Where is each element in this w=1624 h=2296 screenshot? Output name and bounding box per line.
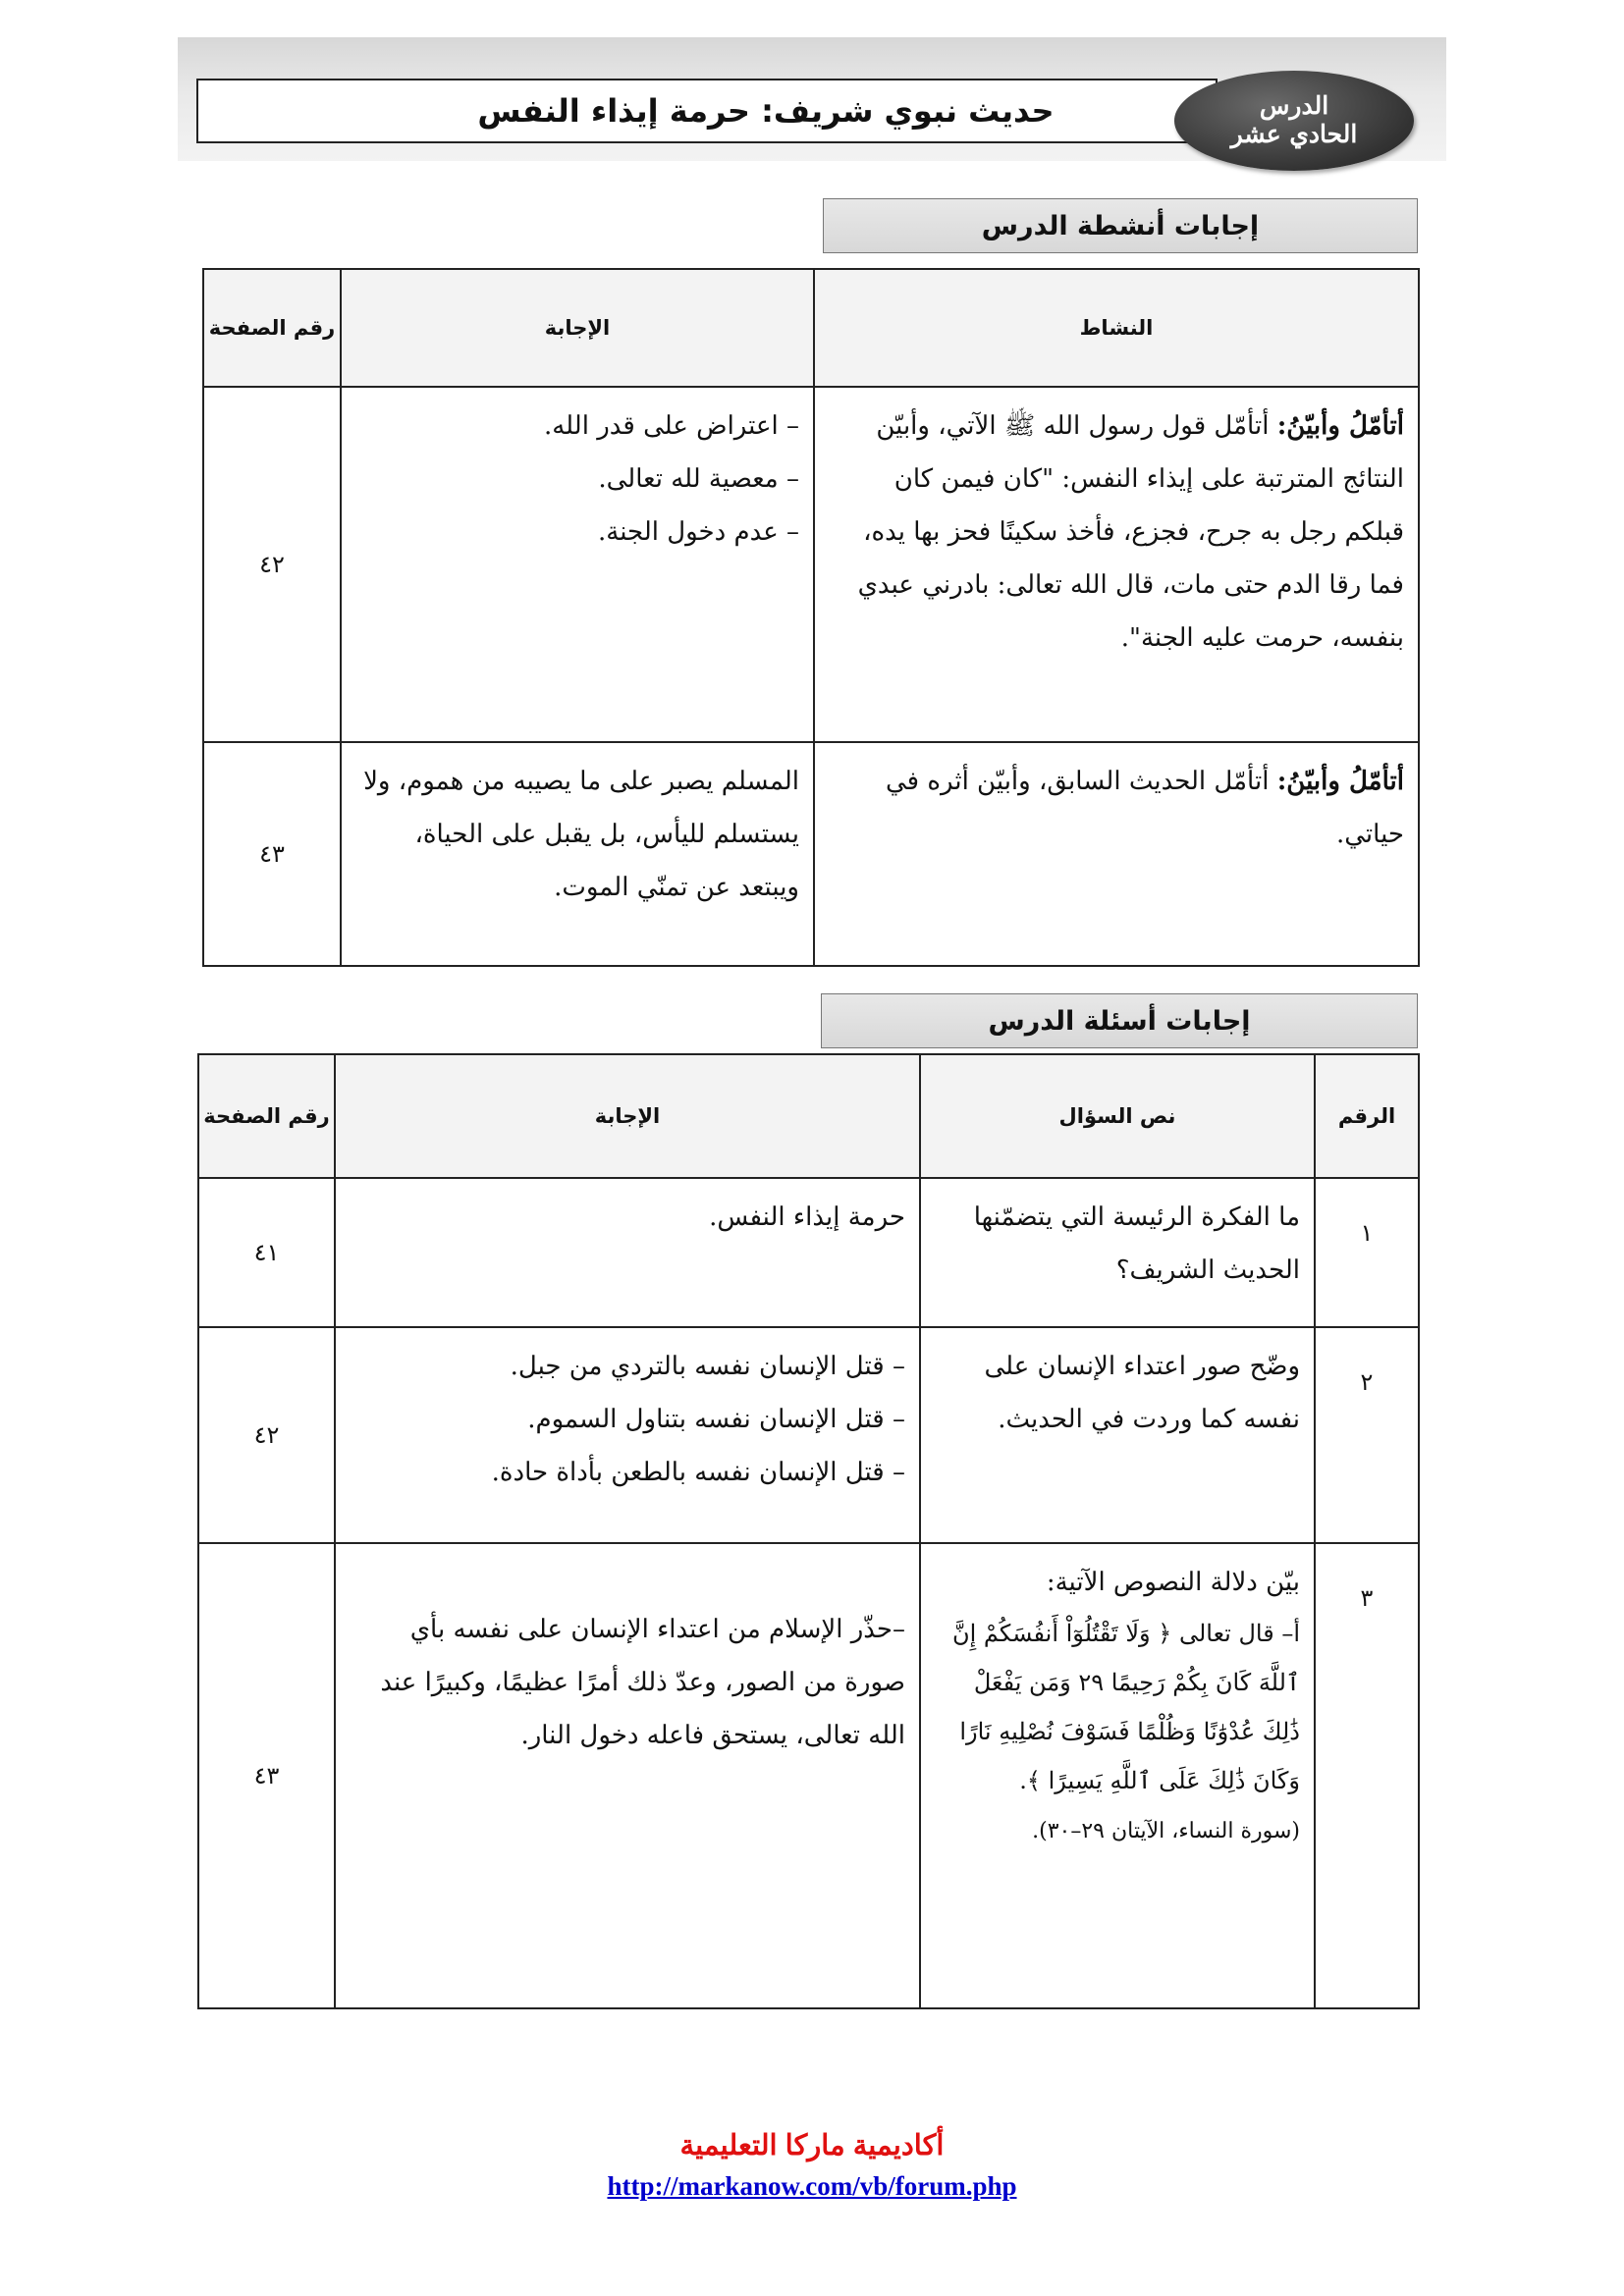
table-header-row (203, 269, 1419, 387)
page-number: ٤١ (198, 1178, 335, 1327)
answer-line: – عدم دخول الجنة. (597, 517, 799, 547)
answer-line: – قتل الإنسان نفسه بتناول السموم. (527, 1405, 905, 1434)
question-text: ما الفكرة الرئيسة التي يتضمّنها الحديث الشريف؟ (920, 1178, 1315, 1327)
lesson-number-badge (1174, 71, 1414, 171)
answer-text: حرمة إيذاء النفس. (709, 1202, 905, 1232)
questions-heading: إجابات أسئلة الدرس (821, 993, 1418, 1048)
answer-cell (335, 1543, 920, 2008)
answer-line: – قتل الإنسان نفسه بالتردي من جبل. (510, 1352, 905, 1381)
quran-text: ﴿ وَلَا تَقْتُلُوٓاْ أَنفُسَكُمْ إِنَّ ٱللَّهَ كَانَ بِكُمْ رَحِيمًا ٢٩ وَمَن يَفْعَلْ ذَٰلِكَ عُدْوَٰنًا وَظُلْمًا فَسَوْفَ نُصْلِيهِ نَارًا وَكَانَ ذَٰلِكَ عَلَى ٱللَّهِ يَسِيرًا ﴾. (951, 1620, 1300, 1794)
answer-line: – اعتراض على قدر الله. (543, 411, 799, 441)
activity-cell (814, 387, 1419, 742)
table-row (198, 1543, 1419, 2008)
lesson-title: حديث نبوي شريف: حرمة إيذاء النفس (477, 92, 1055, 130)
table-row (203, 387, 1419, 742)
activity-lead: أتأمّلُ وأبيّنُ: (1276, 411, 1404, 441)
activities-heading: إجابات أنشطة الدرس (823, 198, 1418, 253)
page-number: ٤٣ (203, 742, 341, 966)
answer-cell (335, 1178, 920, 1327)
col-activity: النشاط (814, 269, 1419, 387)
question-cell (920, 1543, 1315, 2008)
answer-cell (335, 1327, 920, 1543)
answer-line: – معصية لله تعالى. (598, 464, 799, 494)
answer-text: –حذّر الإسلام من اعتداء الإنسان على نفسه بأي صورة من الصور، وعدّ ذلك أمرًا عظيمًا، وكبيرًا عند الله تعالى، يستحق فاعله دخول النار. (380, 1615, 905, 1750)
col-answer: الإجابة (335, 1054, 920, 1178)
question-text: وضّح صور اعتداء الإنسان على نفسه كما وردت في الحديث. (920, 1327, 1315, 1543)
col-answer: الإجابة (341, 269, 814, 387)
page-number: ٤٣ (198, 1543, 335, 2008)
table-header-row (198, 1054, 1419, 1178)
col-page: رقم الصفحة (198, 1054, 335, 1178)
forum-link-wrapper (0, 2171, 1624, 2202)
badge-label: الدرس (1259, 91, 1329, 121)
activity-cell (814, 742, 1419, 966)
activity-text: أتأمّل الحديث السابق، وأبيّن أثره في حياتي. (886, 767, 1404, 849)
page-number: ٤٢ (203, 387, 341, 742)
lesson-title-box (196, 79, 1218, 143)
page-number: ٤٢ (198, 1327, 335, 1543)
answer-text: المسلم يصبر على ما يصيبه من هموم، ولا يستسلم لليأس، بل يقبل على الحياة، ويبتعد عن تمنّي الموت. (363, 767, 799, 902)
answer-line: – قتل الإنسان نفسه بالطعن بأداة حادة. (491, 1458, 905, 1487)
table-row (203, 742, 1419, 966)
col-question: نص السؤال (920, 1054, 1315, 1178)
activity-lead: أتأمّلُ وأبيّنُ: (1276, 767, 1404, 796)
answer-cell (341, 742, 814, 966)
question-number: ١ (1315, 1178, 1419, 1327)
quran-intro: أ– قال تعالى (1178, 1620, 1300, 1647)
badge-number: الحادي عشر (1230, 120, 1358, 148)
question-number: ٣ (1315, 1543, 1419, 2008)
col-number: الرقم (1315, 1054, 1419, 1178)
col-page: رقم الصفحة (203, 269, 341, 387)
table-row (198, 1178, 1419, 1327)
question-number: ٢ (1315, 1327, 1419, 1543)
activity-text: أتأمّل قول رسول الله ﷺ الآتي، وأبيّن النتائج المترتبة على إيذاء النفس: "كان فيمن كان قبلكم رجل به جرح، فجزع، فأخذ سكينًا فحز بها يده، فما رقا الدم حتى مات، قال الله تعالى: بادرني عبدي بنفسه، حرمت عليه الجنة". (857, 411, 1404, 653)
table-row (198, 1327, 1419, 1543)
answer-cell (341, 387, 814, 742)
forum-link[interactable]: http://markanow.com/vb/forum.php (607, 2171, 1017, 2201)
academy-name: أكاديمية ماركا التعليمية (679, 2130, 945, 2162)
activities-table (202, 268, 1420, 967)
question-text: بيّن دلالة النصوص الآتية: (1046, 1568, 1300, 1597)
questions-table (197, 1053, 1420, 2009)
quran-verse (935, 1609, 1300, 1805)
quran-source: (سورة النساء، الآيتان ٢٩–٣٠). (1032, 1819, 1300, 1843)
